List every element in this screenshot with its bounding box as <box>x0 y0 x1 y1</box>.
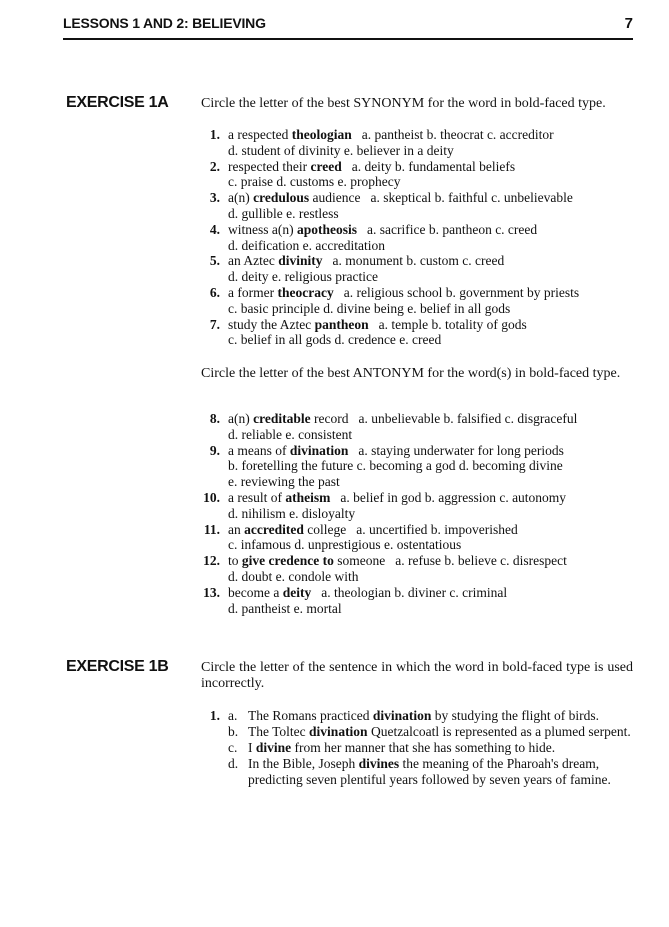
sentence-letter: b. <box>228 724 239 739</box>
question-number: 5. <box>209 253 220 269</box>
sentence-c <box>228 740 640 756</box>
target-word: atheism <box>285 489 331 505</box>
target-word: apotheosis <box>296 221 357 237</box>
sentence-suffix: the meaning of the Pharoah's dream, predicting seven plentiful years followed by seven years of famine. <box>248 756 611 787</box>
page-number: 7 <box>624 15 633 32</box>
synonym-instructions: Circle the letter of the best SYNONYM for the word in bold-faced type. <box>201 96 606 111</box>
answer-options: a. monument b. custom c. creed <box>332 253 505 269</box>
sentence-letter: d. <box>228 756 239 771</box>
question-prefix: an <box>228 521 245 537</box>
question-10 <box>200 490 640 522</box>
question-prefix: a(n) <box>228 411 254 426</box>
answer-options: a. religious school b. government by priests <box>343 284 580 300</box>
question-2 <box>200 159 640 191</box>
sentence-prefix: I <box>248 740 256 755</box>
answer-options-continued: d. gullible e. restless <box>228 205 339 221</box>
answer-options-continued: c. basic principle d. divine being e. belief in all gods <box>228 300 511 316</box>
question-9 <box>200 443 640 490</box>
answer-options: a. belief in god b. aggression c. autonomy <box>340 489 567 505</box>
sentence-suffix: from her manner that she has something to hide. <box>291 740 556 755</box>
question-prefix: an Aztec <box>228 253 279 269</box>
answer-options: a. skeptical b. faithful c. unbelievable <box>370 190 573 206</box>
answer-options: a. uncertified b. impoverished <box>356 521 518 537</box>
question-prefix: a former <box>228 284 278 300</box>
target-word: credulous <box>253 190 310 206</box>
question-13 <box>200 585 640 617</box>
question-4 <box>200 222 640 254</box>
exercise-1a-heading: EXERCISE 1A <box>66 94 169 111</box>
antonym-instructions: Circle the letter of the best ANTONYM for the word(s) in bold-faced type. <box>201 366 621 381</box>
sentence-a <box>228 708 640 724</box>
target-word: divination <box>372 708 432 723</box>
answer-options: a. sacrifice b. pantheon c. creed <box>367 221 538 237</box>
target-word: deity <box>282 584 312 600</box>
running-header <box>63 12 633 40</box>
question-number: 10. <box>203 489 220 505</box>
sentence-suffix: by studying the flight of birds. <box>431 708 599 723</box>
sentence-letter: a. <box>228 708 238 723</box>
answer-options: a. unbelievable b. falsified c. disgraceful <box>358 411 578 426</box>
answer-options-continued: d. pantheist e. mortal <box>228 600 342 616</box>
answer-options: a. theologian b. diviner c. criminal <box>321 584 508 600</box>
sentence-suffix: Quetzalcoatl is represented as a plumed serpent. <box>367 724 631 739</box>
question-suffix: audience <box>309 190 361 206</box>
question-prefix: study the Aztec <box>228 316 315 332</box>
answer-options-continued: d. deity e. religious practice <box>228 269 378 285</box>
answer-options-continued: b. foretelling the future c. becoming a god d. becoming divine <box>228 458 563 474</box>
target-word: accredited <box>244 521 304 537</box>
question-number: 8. <box>209 411 220 426</box>
question-prefix: a result of <box>228 489 286 505</box>
question-3 <box>200 190 640 222</box>
answer-options-continued: d. student of divinity e. believer in a deity <box>228 142 454 158</box>
question-1 <box>200 127 640 159</box>
exercise-1b-question <box>200 708 640 788</box>
question-11 <box>200 522 640 554</box>
answer-options-continued: d. nihilism e. disloyalty <box>228 505 356 521</box>
question-1b-1 <box>200 708 640 788</box>
answer-options: a. temple b. totality of gods <box>378 316 527 332</box>
answer-options-continued: c. praise d. customs e. prophecy <box>228 174 401 190</box>
question-12 <box>200 553 640 585</box>
sentence-d <box>228 756 640 788</box>
target-word: divines <box>358 756 400 771</box>
target-word: divinity <box>278 253 323 269</box>
question-7 <box>200 317 640 349</box>
target-word: divination <box>289 442 349 458</box>
answer-options-continued-2: e. reviewing the past <box>228 474 340 490</box>
answer-options-continued: d. reliable e. consistent <box>228 426 353 442</box>
answer-options: a. deity b. fundamental beliefs <box>351 158 516 174</box>
question-prefix: a respected <box>228 127 292 142</box>
question-number: 1. <box>209 127 220 142</box>
target-word: pantheon <box>314 316 369 332</box>
target-word: theologian <box>291 127 352 142</box>
answer-options-continued: d. doubt e. condole with <box>228 568 359 584</box>
question-number: 11. <box>203 521 220 537</box>
question-number: 4. <box>209 221 220 237</box>
target-word: theocracy <box>277 284 334 300</box>
question-prefix: a(n) <box>228 190 254 206</box>
antonym-question-list <box>200 411 640 616</box>
question-number: 3. <box>209 190 220 206</box>
question-6 <box>200 285 640 317</box>
sentence-prefix: In the Bible, Joseph <box>248 756 359 771</box>
question-prefix: witness a(n) <box>228 221 297 237</box>
question-prefix: a means of <box>228 442 290 458</box>
target-word: divine <box>255 740 292 755</box>
question-number: 13. <box>203 584 220 600</box>
question-number: 9. <box>209 442 220 458</box>
question-number: 6. <box>209 284 220 300</box>
question-number: 2. <box>209 158 220 174</box>
target-word: creditable <box>253 411 311 426</box>
question-8 <box>200 411 640 443</box>
target-word: divination <box>309 724 368 739</box>
question-suffix: college <box>303 521 347 537</box>
target-word: creed <box>310 158 342 174</box>
answer-options: a. staying underwater for long periods <box>358 442 564 458</box>
answer-options-continued: c. belief in all gods d. credence e. creed <box>228 332 442 348</box>
question-number: 7. <box>209 316 220 332</box>
header-title: LESSONS 1 AND 2: BELIEVING <box>63 15 266 31</box>
sentence-prefix: The Romans practiced <box>248 708 373 723</box>
answer-options-continued: c. infamous d. unprestigious e. ostentatious <box>228 537 462 553</box>
sentence-letter: c. <box>228 740 238 755</box>
answer-options-continued: d. deification e. accreditation <box>228 237 386 253</box>
question-number: 1. <box>209 708 220 723</box>
question-number: 12. <box>203 553 220 569</box>
question-5 <box>200 253 640 285</box>
target-word: give credence to <box>241 553 334 569</box>
question-prefix: respected their <box>228 158 311 174</box>
exercise-1b-heading: EXERCISE 1B <box>66 658 169 675</box>
sentence-prefix: The Toltec <box>248 724 310 739</box>
question-suffix: someone <box>333 553 386 569</box>
synonym-question-list <box>200 127 640 348</box>
question-suffix: record <box>310 411 349 426</box>
exercise-1b-instructions: Circle the letter of the sentence in which the word in bold-faced type is used incorrectly. <box>201 660 633 691</box>
question-prefix: become a <box>228 584 283 600</box>
answer-options: a. pantheist b. theocrat c. accreditor <box>361 127 554 142</box>
answer-options: a. refuse b. believe c. disrespect <box>395 553 567 569</box>
sentence-b <box>228 724 640 740</box>
question-prefix: to <box>228 553 242 569</box>
